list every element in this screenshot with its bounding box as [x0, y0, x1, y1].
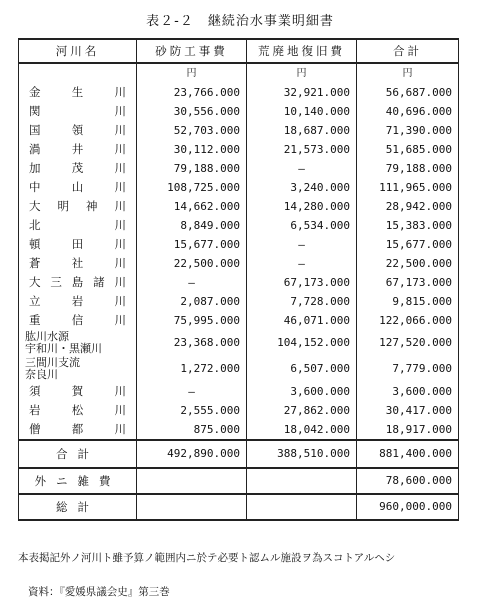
restoration-cost: ― — [247, 235, 357, 254]
sum-total: 881,400.000 — [357, 440, 459, 468]
header-river-name: 河川名 — [19, 39, 137, 63]
river-name-text: 加 茂 川 — [29, 161, 126, 175]
river-name — [19, 216, 137, 235]
row-total: 71,390.000 — [357, 121, 459, 140]
table-row — [19, 254, 459, 273]
sum-sabo: 492,890.000 — [137, 440, 247, 468]
restoration-cost: 6,534.000 — [247, 216, 357, 235]
restoration-cost: 67,173.000 — [247, 273, 357, 292]
table-row — [19, 311, 459, 330]
river-name — [19, 330, 137, 356]
table-row — [19, 140, 459, 159]
river-name-text: 関 川 — [29, 104, 126, 118]
restoration-cost: 3,240.000 — [247, 178, 357, 197]
row-total: 79,188.000 — [357, 159, 459, 178]
river-name — [19, 311, 137, 330]
grand-total-value: 960,000.000 — [357, 494, 459, 520]
table-row — [19, 159, 459, 178]
restoration-cost: 18,687.000 — [247, 121, 357, 140]
table-row — [19, 356, 459, 382]
sum-label: 合計 — [19, 440, 137, 468]
river-name-text: 大 明 神 川 — [29, 199, 126, 213]
misc-cost-label: 外ニ雑費 — [19, 468, 137, 494]
sabo-cost: 23,368.000 — [137, 330, 247, 356]
river-name-text: 渦 井 川 — [29, 142, 126, 156]
restoration-cost: 27,862.000 — [247, 401, 357, 420]
table-body — [19, 63, 459, 440]
restoration-cost: 32,921.000 — [247, 83, 357, 102]
grand-total-label: 総計 — [19, 494, 137, 520]
restoration-cost: 104,152.000 — [247, 330, 357, 356]
table-title: 表２-２ 継続治水事業明細書 — [146, 14, 334, 29]
unit-label: 円 — [247, 63, 357, 83]
grand-total-row — [19, 494, 459, 520]
river-name-text: 立 岩 川 — [29, 294, 126, 308]
sabo-cost: 75,995.000 — [137, 311, 247, 330]
river-name-line: 三間川支流 — [25, 356, 80, 369]
table-row — [19, 83, 459, 102]
restoration-cost: 10,140.000 — [247, 102, 357, 121]
row-total: 22,500.000 — [357, 254, 459, 273]
river-name-text: 岩 松 川 — [29, 403, 126, 417]
row-total: 30,417.000 — [357, 401, 459, 420]
restoration-cost: ― — [247, 159, 357, 178]
restoration-cost: 6,507.000 — [247, 356, 357, 382]
sabo-cost: 79,188.000 — [137, 159, 247, 178]
restoration-cost: 3,600.000 — [247, 382, 357, 401]
table-row — [19, 235, 459, 254]
misc-cost-row — [19, 468, 459, 494]
row-total: 56,687.000 — [357, 83, 459, 102]
river-name-line: 宇和川・黒瀬川 — [25, 342, 102, 355]
river-name-text: 須 賀 川 — [29, 384, 126, 398]
river-name — [19, 420, 137, 440]
table-row — [19, 197, 459, 216]
row-total: 67,173.000 — [357, 273, 459, 292]
sabo-cost: 30,556.000 — [137, 102, 247, 121]
unit-row — [19, 63, 459, 83]
river-name-text: 重 信 川 — [29, 313, 126, 327]
river-name — [19, 140, 137, 159]
river-name — [19, 102, 137, 121]
row-total: 51,685.000 — [357, 140, 459, 159]
river-name — [19, 178, 137, 197]
row-total: 127,520.000 — [357, 330, 459, 356]
river-name — [19, 159, 137, 178]
table-row — [19, 216, 459, 235]
river-name-text: 僧 都 川 — [29, 422, 126, 436]
river-name-text: 中 山 川 — [29, 180, 126, 194]
row-total: 40,696.000 — [357, 102, 459, 121]
row-total: 3,600.000 — [357, 382, 459, 401]
river-name — [19, 382, 137, 401]
sum-row — [19, 440, 459, 468]
table-row — [19, 330, 459, 356]
header-restoration-cost: 荒廃地復旧費 — [247, 39, 357, 63]
table-row — [19, 382, 459, 401]
unit-label: 円 — [137, 63, 247, 83]
sabo-cost: 30,112.000 — [137, 140, 247, 159]
sabo-cost: ― — [137, 382, 247, 401]
header-row — [19, 39, 459, 63]
row-total: 18,917.000 — [357, 420, 459, 440]
river-name-text: 蒼 社 川 — [29, 256, 126, 270]
header-sabo-cost: 砂防工事費 — [137, 39, 247, 63]
misc-cost-total: 78,600.000 — [357, 468, 459, 494]
sabo-cost: 8,849.000 — [137, 216, 247, 235]
sabo-cost: 15,677.000 — [137, 235, 247, 254]
row-total: 122,066.000 — [357, 311, 459, 330]
row-total: 111,965.000 — [357, 178, 459, 197]
restoration-cost: 21,573.000 — [247, 140, 357, 159]
river-name — [19, 273, 137, 292]
river-name-line: 肱川水源 — [25, 330, 69, 343]
river-name — [19, 235, 137, 254]
river-name-text: 金 生 川 — [29, 85, 126, 99]
river-name-text: 北 川 — [29, 218, 126, 232]
source-citation: 資料：『愛媛県議会史』第三巻 — [28, 586, 170, 598]
river-name-text: 大 三 島 諸 川 — [29, 275, 126, 289]
sabo-cost: 22,500.000 — [137, 254, 247, 273]
sabo-cost: 14,662.000 — [137, 197, 247, 216]
table-row — [19, 178, 459, 197]
sabo-cost: 2,087.000 — [137, 292, 247, 311]
table-row — [19, 102, 459, 121]
restoration-cost: 7,728.000 — [247, 292, 357, 311]
sabo-cost: ― — [137, 273, 247, 292]
sabo-cost: 1,272.000 — [137, 356, 247, 382]
table-row — [19, 401, 459, 420]
footnote: 本表掲記外ノ河川ト雖予算ノ範囲内ニ於テ必要ト認ムル施設ヲ為スコトアルヘシ — [18, 552, 396, 564]
river-name-line: 奈良川 — [25, 368, 58, 381]
header-total: 合計 — [357, 39, 459, 63]
row-total: 15,383.000 — [357, 216, 459, 235]
row-total: 28,942.000 — [357, 197, 459, 216]
unit-label: 円 — [357, 63, 459, 83]
table-row — [19, 292, 459, 311]
river-name — [19, 401, 137, 420]
sabo-cost: 52,703.000 — [137, 121, 247, 140]
row-total: 9,815.000 — [357, 292, 459, 311]
river-name — [19, 356, 137, 382]
river-name-text: 頓 田 川 — [29, 237, 126, 251]
restoration-cost: 18,042.000 — [247, 420, 357, 440]
row-total: 7,779.000 — [357, 356, 459, 382]
river-name — [19, 254, 137, 273]
table-row — [19, 420, 459, 440]
restoration-cost: ― — [247, 254, 357, 273]
table-row — [19, 273, 459, 292]
restoration-cost: 14,280.000 — [247, 197, 357, 216]
river-name — [19, 83, 137, 102]
river-name — [19, 121, 137, 140]
table-row — [19, 121, 459, 140]
sabo-cost: 23,766.000 — [137, 83, 247, 102]
row-total: 15,677.000 — [357, 235, 459, 254]
sum-restoration: 388,510.000 — [247, 440, 357, 468]
sabo-cost: 875.000 — [137, 420, 247, 440]
river-name — [19, 292, 137, 311]
project-detail-table — [18, 38, 459, 521]
sabo-cost: 2,555.000 — [137, 401, 247, 420]
river-name-text: 国 領 川 — [29, 123, 126, 137]
river-name — [19, 197, 137, 216]
sabo-cost: 108,725.000 — [137, 178, 247, 197]
restoration-cost: 46,071.000 — [247, 311, 357, 330]
